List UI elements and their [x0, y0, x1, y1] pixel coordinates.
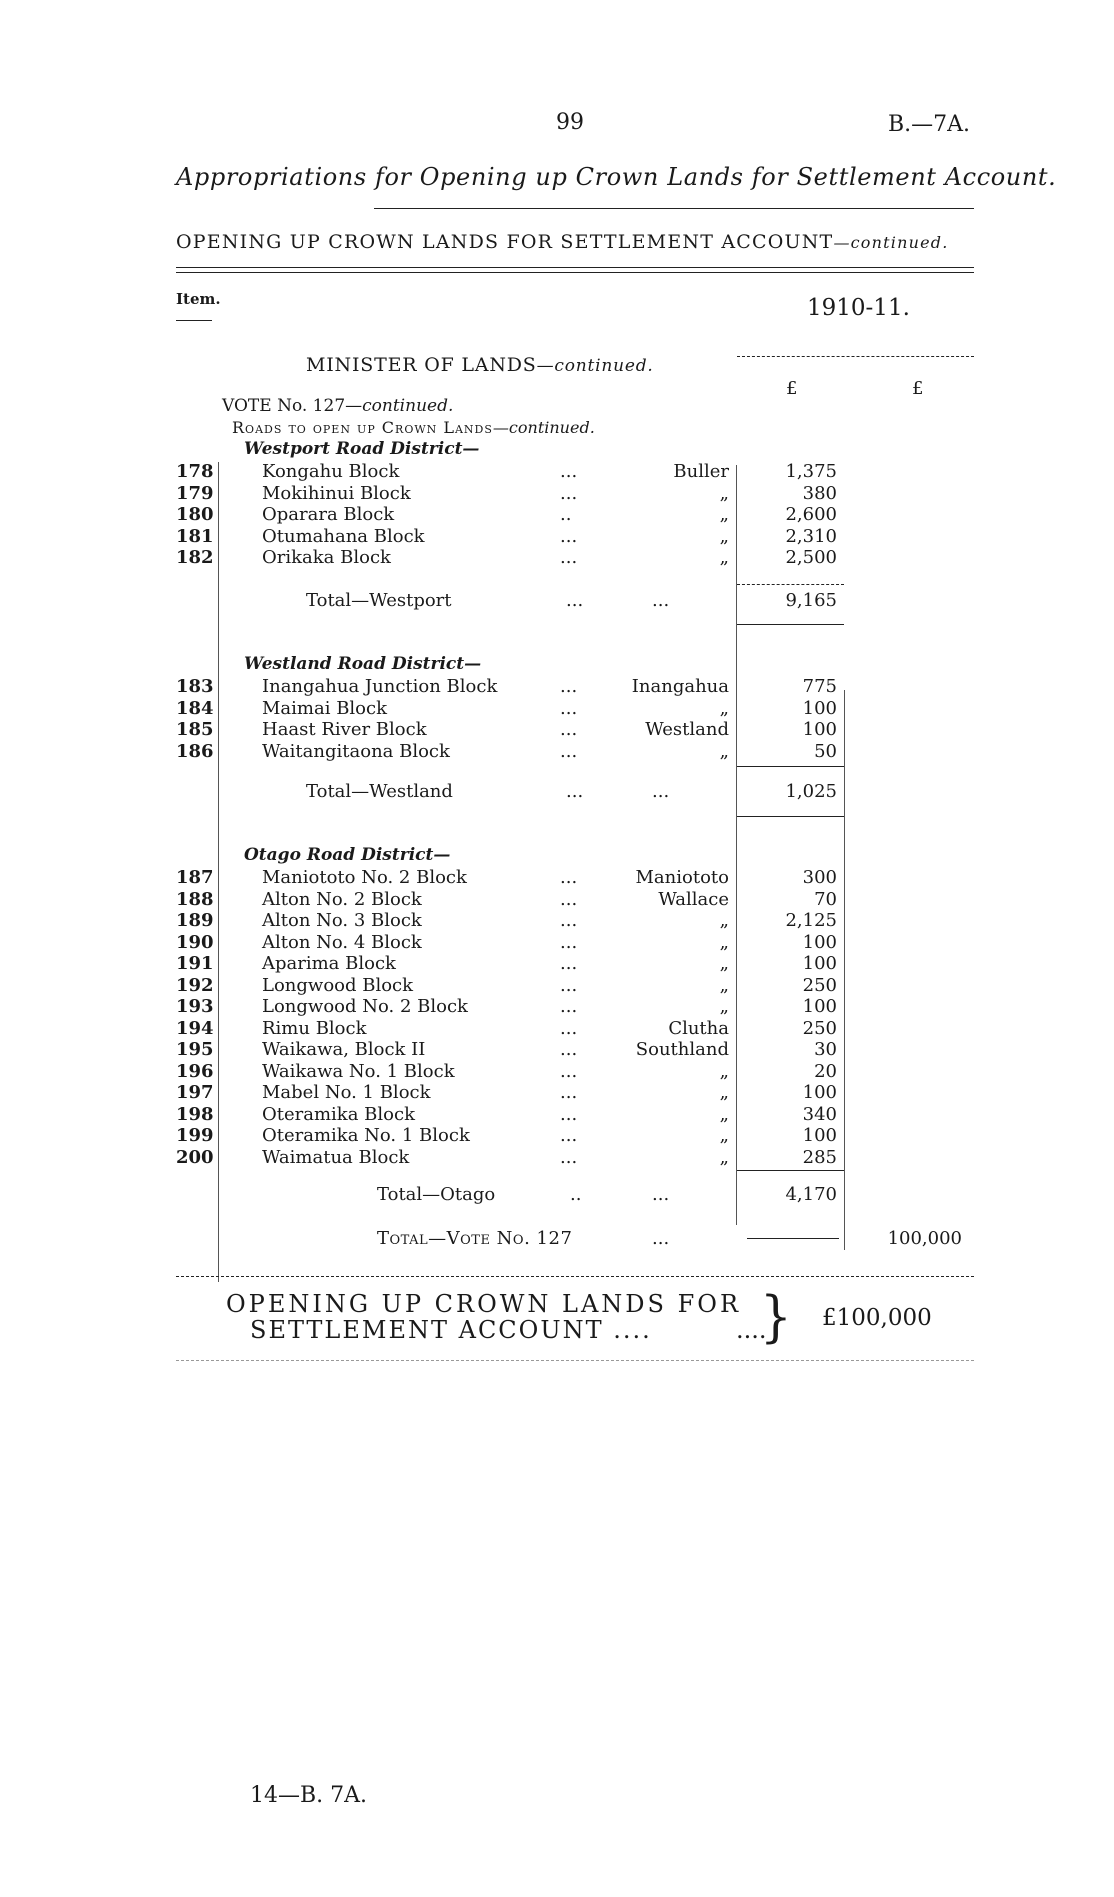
county-name: „ — [719, 1103, 729, 1125]
westport-total-dots-1: ... — [566, 590, 584, 611]
block-name: Alton No. 3 Block — [262, 910, 422, 931]
leader-dots: ... — [560, 1039, 578, 1060]
county-name: „ — [719, 547, 729, 568]
item-number: 186 — [176, 740, 214, 762]
ministry-suffix: —continued. — [536, 356, 654, 376]
leader-dots: ... — [560, 740, 578, 762]
westport-total-row — [0, 590, 1114, 612]
page-number: 99 — [556, 110, 584, 135]
otago-total-row — [0, 1184, 1114, 1206]
block-name: Waikawa No. 1 Block — [262, 1060, 455, 1082]
westland-total-label: Total—Westland — [306, 781, 453, 802]
vote-total-dash — [747, 1238, 839, 1239]
amount: 100 — [802, 996, 837, 1017]
table-top-rule-2 — [176, 272, 974, 273]
summary-brace: } — [760, 1285, 792, 1349]
item-number: 178 — [176, 461, 214, 482]
leader-dots: ... — [560, 547, 578, 568]
table-row — [0, 1125, 1114, 1147]
table-row — [0, 953, 1114, 975]
county-name: Westland — [645, 719, 729, 740]
leader-dots: ... — [560, 1060, 578, 1082]
table-row — [0, 1039, 1114, 1061]
county-name: „ — [719, 697, 729, 719]
item-number: 193 — [176, 996, 214, 1017]
vote-total-amount: 100,000 — [887, 1228, 962, 1249]
westland-total-dots-2: ... — [652, 781, 670, 802]
block-name: Oteramika Block — [262, 1103, 415, 1125]
table-row — [0, 889, 1114, 911]
sub-heading-suffix: —continued. — [492, 418, 595, 437]
westport-total-underline — [737, 624, 844, 625]
leader-dots: ... — [560, 953, 578, 974]
westport-total-label: Total—Westport — [306, 590, 452, 611]
table-row — [0, 932, 1114, 954]
table-row — [0, 676, 1114, 698]
county-name: „ — [719, 525, 729, 547]
amount: 70 — [814, 888, 837, 910]
vote-total-row — [0, 1228, 1114, 1250]
item-number: 188 — [176, 888, 214, 910]
leader-dots: ... — [560, 697, 578, 719]
ministry-name: MINISTER OF LANDS — [306, 354, 537, 376]
vote-total-dots: ... — [652, 1228, 670, 1249]
table-row — [0, 526, 1114, 548]
table-bottom-rule — [176, 1276, 974, 1277]
block-name: Orikaka Block — [262, 547, 391, 568]
amount: 2,500 — [785, 547, 837, 568]
westport-total-rule — [737, 584, 844, 585]
item-number: 182 — [176, 547, 214, 568]
sub-heading-title: Roads to open up Crown Lands — [232, 418, 493, 437]
county-name: „ — [719, 953, 729, 974]
table-row — [0, 996, 1114, 1018]
block-name: Kongahu Block — [262, 461, 400, 482]
table-row — [0, 1061, 1114, 1083]
amount: 775 — [802, 676, 837, 697]
item-number: 197 — [176, 1082, 214, 1103]
item-number: 198 — [176, 1103, 214, 1125]
amount: 250 — [802, 974, 837, 996]
amount: 300 — [802, 867, 837, 888]
leader-dots: ... — [560, 676, 578, 697]
subtitle-rule — [374, 208, 974, 209]
amount: 285 — [802, 1146, 837, 1168]
county-name: „ — [719, 931, 729, 953]
westland-total-rule — [737, 766, 844, 767]
item-number: 185 — [176, 719, 214, 740]
county-name: Southland — [635, 1039, 729, 1060]
item-number: 195 — [176, 1039, 214, 1060]
amount: 100 — [802, 953, 837, 974]
ministry-heading — [306, 354, 654, 376]
amount: 100 — [802, 931, 837, 953]
county-name: „ — [719, 482, 729, 504]
block-name: Longwood Block — [262, 974, 414, 996]
section-title-suffix: —continued. — [833, 233, 949, 252]
county-name: Wallace — [658, 888, 729, 910]
amount: 340 — [802, 1103, 837, 1125]
block-name: Longwood No. 2 Block — [262, 996, 468, 1017]
westport-total-dots-2: ... — [652, 590, 670, 611]
year-column-header: 1910-11. — [807, 295, 910, 321]
table-row — [0, 698, 1114, 720]
table-row — [0, 1082, 1114, 1104]
amount: 100 — [802, 719, 837, 740]
block-name: Alton No. 2 Block — [262, 888, 422, 910]
westport-total-amount: 9,165 — [785, 590, 837, 611]
footer-signature: 14—B. 7A. — [250, 1783, 368, 1808]
county-name: Maniototo — [635, 867, 729, 888]
section-title — [176, 231, 949, 253]
item-number: 200 — [176, 1146, 214, 1168]
block-name: Maniototo No. 2 Block — [262, 867, 467, 888]
table-top-rule — [176, 267, 974, 268]
summary-amount: £100,000 — [822, 1305, 932, 1331]
item-number: 194 — [176, 1017, 214, 1039]
amount: 380 — [802, 482, 837, 504]
item-header-underline — [176, 320, 212, 321]
county-name: „ — [719, 1125, 729, 1146]
item-number: 199 — [176, 1125, 214, 1146]
amount: 100 — [802, 1082, 837, 1103]
item-number: 192 — [176, 974, 214, 996]
block-name: Maimai Block — [262, 697, 388, 719]
leader-dots: ... — [560, 974, 578, 996]
leader-dots: ... — [560, 1146, 578, 1168]
leader-dots: ... — [560, 931, 578, 953]
leader-dots: ... — [560, 910, 578, 931]
westport-district-heading: Westport Road District— — [244, 439, 480, 459]
block-name: Oteramika No. 1 Block — [262, 1125, 470, 1146]
amount: 250 — [802, 1017, 837, 1039]
county-name: Buller — [673, 461, 729, 482]
amount: 100 — [802, 1125, 837, 1146]
amount: 50 — [814, 740, 837, 762]
amount: 30 — [814, 1039, 837, 1060]
year-header-rule — [737, 356, 974, 357]
table-row — [0, 483, 1114, 505]
block-name: Waimatua Block — [262, 1146, 410, 1168]
item-number: 191 — [176, 953, 214, 974]
document-reference: B.—7A. — [888, 112, 971, 137]
pound-column-1: £ — [786, 378, 798, 399]
leader-dots: ... — [560, 525, 578, 547]
amount: 100 — [802, 697, 837, 719]
amount: 1,375 — [785, 461, 837, 482]
block-name: Mokihinui Block — [262, 482, 411, 504]
summary-line-2-dots: .... — [736, 1316, 767, 1344]
item-number: 180 — [176, 504, 214, 525]
item-number: 179 — [176, 482, 214, 504]
otago-total-label: Total—Otago — [377, 1184, 496, 1205]
table-row — [0, 867, 1114, 889]
item-column-header: Item. — [176, 290, 221, 308]
block-name: Aparima Block — [262, 953, 396, 974]
county-name: „ — [719, 504, 729, 525]
block-name: Haast River Block — [262, 719, 427, 740]
block-name: Mabel No. 1 Block — [262, 1082, 431, 1103]
table-row — [0, 547, 1114, 569]
block-name: Waikawa, Block II — [262, 1039, 426, 1060]
leader-dots: ... — [560, 461, 578, 482]
block-name: Oparara Block — [262, 504, 395, 525]
vote-total-label: Total—Vote No. 127 — [377, 1228, 573, 1249]
otago-district-heading: Otago Road District— — [244, 845, 451, 865]
county-name: „ — [719, 996, 729, 1017]
page-subtitle: Appropriations for Opening up Crown Lands for Settlement Account. — [176, 163, 1057, 191]
vote-title: VOTE No. 127 — [222, 396, 346, 416]
otago-total-rule — [737, 1170, 844, 1171]
westland-district-heading: Westland Road District— — [244, 654, 482, 674]
item-number: 187 — [176, 867, 214, 888]
county-name: „ — [719, 1060, 729, 1082]
otago-total-amount: 4,170 — [785, 1184, 837, 1205]
vote-suffix: —continued. — [345, 396, 454, 416]
leader-dots: .. — [560, 504, 572, 525]
item-number: 181 — [176, 525, 214, 547]
pound-column-2: £ — [912, 378, 924, 399]
item-number: 189 — [176, 910, 214, 931]
county-name: „ — [719, 1146, 729, 1168]
item-number: 183 — [176, 676, 214, 697]
westland-total-underline — [737, 816, 844, 817]
table-row — [0, 1018, 1114, 1040]
table-row — [0, 741, 1114, 763]
leader-dots: ... — [560, 1082, 578, 1103]
westland-total-amount: 1,025 — [785, 781, 837, 802]
leader-dots: ... — [560, 719, 578, 740]
summary-line-2: SETTLEMENT ACCOUNT .... — [250, 1316, 652, 1344]
leader-dots: ... — [560, 482, 578, 504]
block-name: Alton No. 4 Block — [262, 931, 422, 953]
table-row — [0, 910, 1114, 932]
item-number: 184 — [176, 697, 214, 719]
county-name: „ — [719, 1082, 729, 1103]
vote-heading — [222, 396, 453, 416]
table-row — [0, 1104, 1114, 1126]
leader-dots: ... — [560, 867, 578, 888]
block-name: Inangahua Junction Block — [262, 676, 498, 697]
leader-dots: ... — [560, 888, 578, 910]
amount: 2,600 — [785, 504, 837, 525]
table-row — [0, 975, 1114, 997]
sub-heading — [232, 418, 595, 437]
amount: 20 — [814, 1060, 837, 1082]
item-number: 196 — [176, 1060, 214, 1082]
county-name: „ — [719, 740, 729, 762]
otago-total-dots-2: ... — [652, 1184, 670, 1205]
summary-bottom-rule — [176, 1360, 974, 1361]
section-title-text: OPENING UP CROWN LANDS FOR SETTLEMENT ACCOUNT — [176, 231, 834, 253]
leader-dots: ... — [560, 1103, 578, 1125]
table-row — [0, 504, 1114, 526]
block-name: Waitangitaona Block — [262, 740, 450, 762]
summary-line-1: OPENING UP CROWN LANDS FOR — [226, 1290, 742, 1318]
county-name: Inangahua — [631, 676, 729, 697]
county-name: „ — [719, 910, 729, 931]
county-name: „ — [719, 974, 729, 996]
block-name: Rimu Block — [262, 1017, 367, 1039]
item-number: 190 — [176, 931, 214, 953]
otago-total-dots-1: .. — [570, 1184, 582, 1205]
leader-dots: ... — [560, 1017, 578, 1039]
leader-dots: ... — [560, 1125, 578, 1146]
table-row — [0, 461, 1114, 483]
amount: 2,125 — [785, 910, 837, 931]
westland-total-row — [0, 781, 1114, 803]
westland-total-dots-1: ... — [566, 781, 584, 802]
block-name: Otumahana Block — [262, 525, 425, 547]
table-row — [0, 719, 1114, 741]
county-name: Clutha — [668, 1017, 729, 1039]
amount: 2,310 — [785, 525, 837, 547]
leader-dots: ... — [560, 996, 578, 1017]
table-row — [0, 1147, 1114, 1169]
